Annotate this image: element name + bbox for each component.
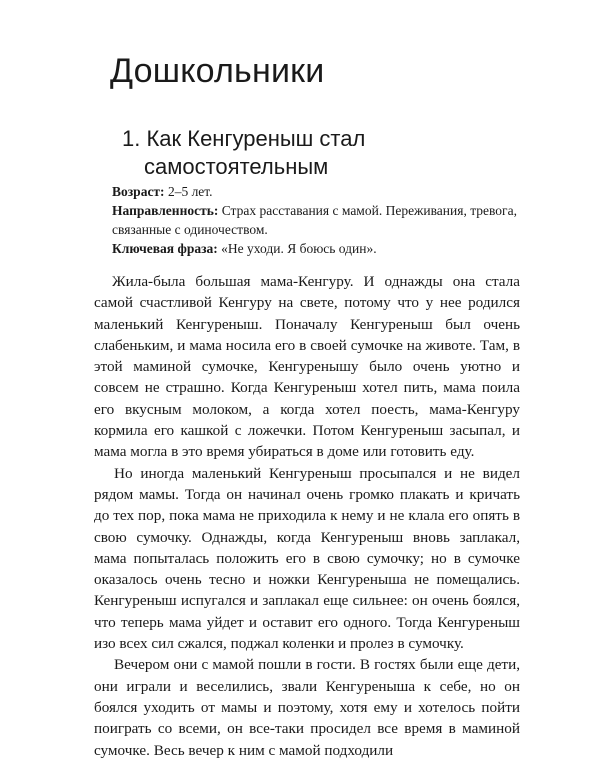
meta-phrase-label: Ключевая фраза: xyxy=(112,241,218,256)
meta-phrase xyxy=(112,239,532,258)
section-title-line-1: 1. Как Кенгуреныш стал xyxy=(122,126,366,151)
chapter-title: Дошкольники xyxy=(110,52,325,90)
meta-direction-value: Страх расставания с мамой. Переживания, тревога, связанные с одиночеством. xyxy=(112,203,517,237)
section-title xyxy=(122,125,422,181)
meta-direction xyxy=(112,201,532,239)
meta-direction-label: Направленность: xyxy=(112,203,219,218)
story-text xyxy=(94,271,520,761)
meta-age xyxy=(112,182,532,201)
meta-age-value: 2–5 лет. xyxy=(164,184,213,199)
meta-age-label: Возраст: xyxy=(112,184,165,199)
story-paragraph: Вечером они с мамой пошли в гости. В гостях были еще дети, они играли и веселились, звали Кенгуреныша к себе, но он боялся уходить от мамы и поэтому, хотя ему и хотелось пойти поиграть со всеми, он все-таки просидел все время в маминой сумочке. Весь вечер к ним с мамой подходили xyxy=(94,656,520,759)
story-paragraph: Жила-была большая мама-Кенгуру. И однажды она стала самой счастливой Кенгуру на свете, потому что у нее родился маленький Кенгуреныш. Поначалу Кенгуреныш был очень слабеньким, и мама носила его в своей сумочке на животе. Там, в этой маминой сумочке, Кенгуренышу было очень уютно и совсем не страшно. Когда Кенгуреныш хотел пить, мама поила его вкусным молоком, а когда хотел поесть, мама-Кенгуру кормила его кашкой с ложечки. Потом Кенгуреныш засыпал, и мама могла в это время убираться в доме или готовить еду. xyxy=(94,273,520,461)
section-title-line-2: самостоятельным xyxy=(144,154,329,179)
story-meta xyxy=(112,182,532,258)
story-paragraph: Но иногда маленький Кенгуреныш просыпался и не видел рядом мамы. Тогда он начинал очень громко плакать и кричать до тех пор, пока мама не приходила к нему и не клала его опять в свою сумочку. Однажды, когда Кенгуреныш вновь заплакал, мама попыталась положить его в свою сумочку; но в сумочке оказалось очень тесно и ножки Кенгуреныша не помещались. Кенгуреныш испугался и заплакал еще сильнее: он очень боялся, что теперь мама уйдет и оставит его одного. Тогда Кенгуреныш изо всех сил сжался, поджал коленки и пролез в сумочку. xyxy=(94,464,520,653)
meta-phrase-value: «Не уходи. Я боюсь один». xyxy=(217,241,377,256)
